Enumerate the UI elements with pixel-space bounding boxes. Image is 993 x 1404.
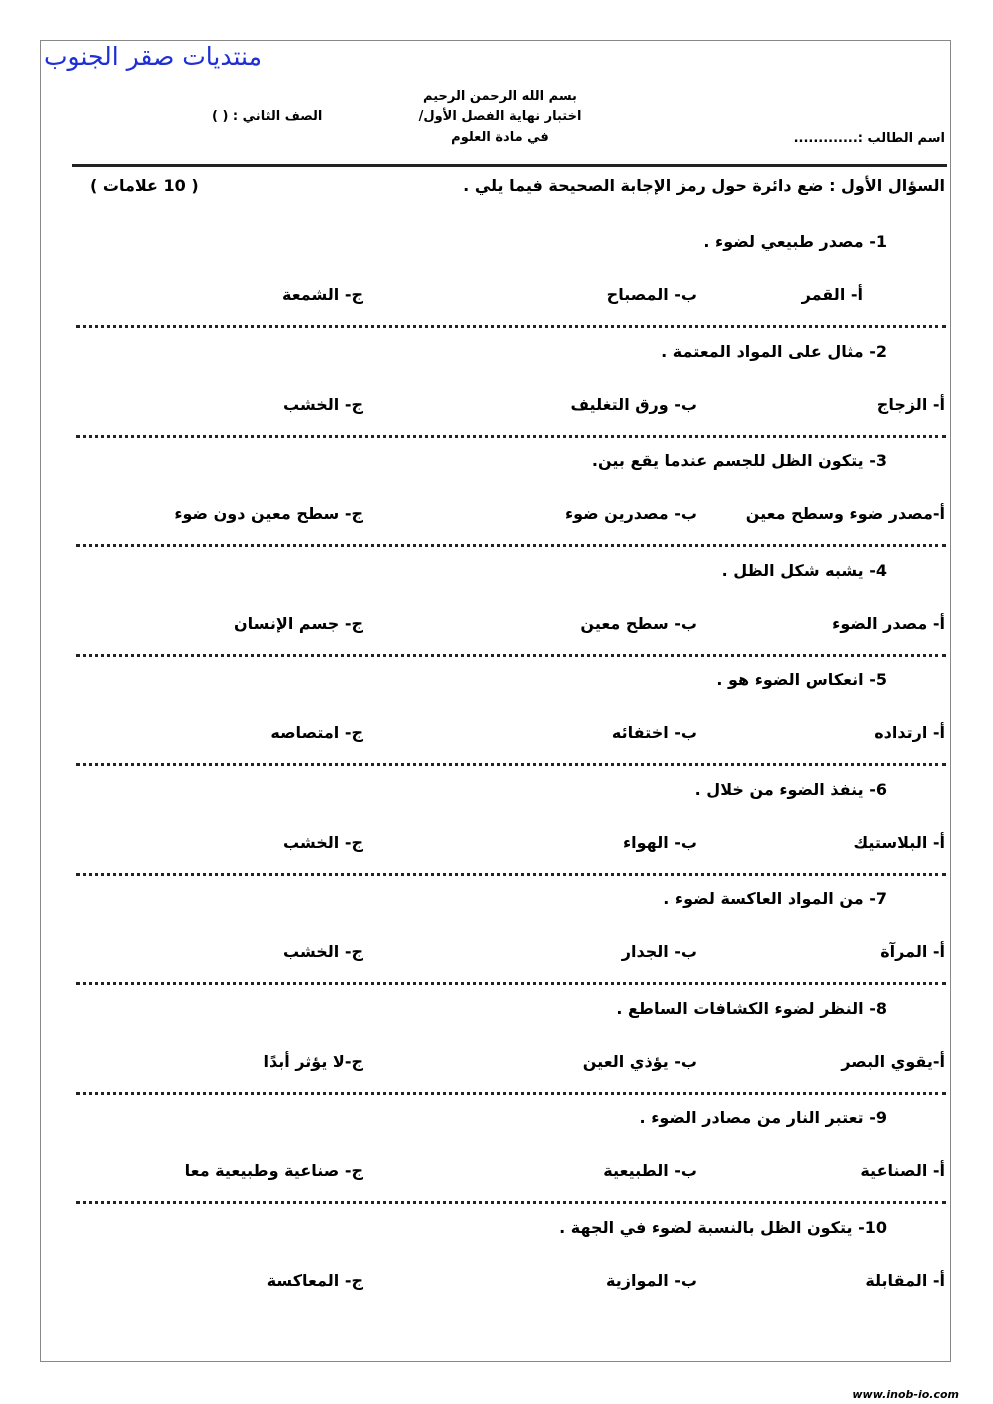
question-text: 5- انعكاس الضوء هو . [716, 670, 887, 689]
question-text: 9- تعتبر النار من مصادر الضوء . [639, 1108, 887, 1127]
option-a[interactable]: أ-مصدر ضوء وسطح معين [745, 504, 945, 523]
option-a[interactable]: أ- البلاستيك [853, 832, 945, 852]
answer-divider [76, 982, 946, 985]
grade-label: الصف الثاني : ( ) [212, 109, 323, 124]
basmala: بسم الله الرحمن الرحيم [423, 89, 577, 104]
question-text: 1- مصدر طبيعي لضوء . [703, 232, 887, 251]
option-a[interactable]: أ- ارتداده [874, 723, 945, 742]
question-text: 2- مثال على المواد المعتمة . [661, 341, 887, 361]
footer-url: www.inob-io.com [852, 1388, 959, 1401]
subject-label: في مادة العلوم [451, 130, 549, 145]
answer-divider [76, 1092, 946, 1095]
answer-divider [76, 544, 946, 547]
option-c[interactable]: ج- الخشب [283, 942, 363, 961]
forum-title: منتديات صقر الجنوب [44, 42, 262, 71]
option-c[interactable]: ج- جسم الإنسان [233, 613, 363, 633]
header-divider [72, 164, 947, 167]
option-b[interactable]: ب- سطح معين [580, 613, 697, 633]
section-title: السؤال الأول : ضع دائرة حول رمز الإجابة الصحيحة فيما يلي . [463, 176, 945, 195]
option-b[interactable]: ب- ورق التغليف [570, 394, 697, 414]
option-c[interactable]: ج- سطح معين دون ضوء [174, 504, 363, 523]
option-c[interactable]: ج-لا يؤثر أبدًا [263, 1051, 363, 1071]
answer-divider [76, 435, 946, 438]
option-b[interactable]: ب- الهواء [622, 832, 697, 852]
option-a[interactable]: أ- الزجاج [876, 394, 945, 414]
option-b[interactable]: ب- الجدار [621, 942, 697, 961]
option-a[interactable]: أ- المقابلة [865, 1270, 945, 1290]
answer-divider [76, 325, 946, 328]
question-text: 10- يتكون الظل بالنسبة لضوء في الجهة . [559, 1217, 887, 1237]
answer-divider [76, 873, 946, 876]
option-c[interactable]: ج- صناعية وطبيعية معا [184, 1161, 363, 1180]
question-text: 3- يتكون الظل للجسم عندما يقع بين. [591, 451, 887, 470]
question-text: 8- النظر لضوء الكشافات الساطع . [616, 998, 887, 1018]
option-a[interactable]: أ- مصدر الضوء [832, 613, 945, 633]
marks-label: ( 10 علامات ) [90, 176, 199, 195]
option-b[interactable]: ب- مصدرين ضوء [564, 504, 697, 523]
option-b[interactable]: ب- الطبيعية [603, 1161, 697, 1180]
option-c[interactable]: ج- الخشب [283, 394, 363, 414]
option-a[interactable]: أ- الصناعية [860, 1161, 945, 1180]
option-c[interactable]: ج- المعاكسة [266, 1270, 363, 1290]
option-b[interactable]: ب- اختفائه [611, 723, 697, 742]
option-c[interactable]: ج- الخشب [283, 832, 363, 852]
question-text: 4- يشبه شكل الظل . [721, 560, 887, 580]
question-text: 7- من المواد العاكسة لضوء . [663, 889, 887, 908]
option-b[interactable]: ب- المصباح [606, 285, 697, 304]
question-text: 6- ينفذ الضوء من خلال . [694, 779, 887, 799]
option-c[interactable]: ج- امتصاصه [270, 723, 363, 742]
option-a[interactable]: أ- المرآة [880, 942, 945, 961]
option-a[interactable]: أ- القمر [801, 285, 863, 304]
exam-title: اختبار نهاية الفصل الأول/ [418, 109, 582, 124]
option-c[interactable]: ج- الشمعة [282, 285, 363, 304]
student-name-field: اسم الطالب :............. [793, 131, 945, 146]
option-b[interactable]: ب- الموازية [606, 1270, 697, 1290]
answer-divider [76, 654, 946, 657]
answer-divider [76, 1201, 946, 1204]
answer-divider [76, 763, 946, 766]
option-b[interactable]: ب- يؤذي العين [582, 1051, 697, 1071]
option-a[interactable]: أ-يقوي البصر [841, 1051, 945, 1071]
